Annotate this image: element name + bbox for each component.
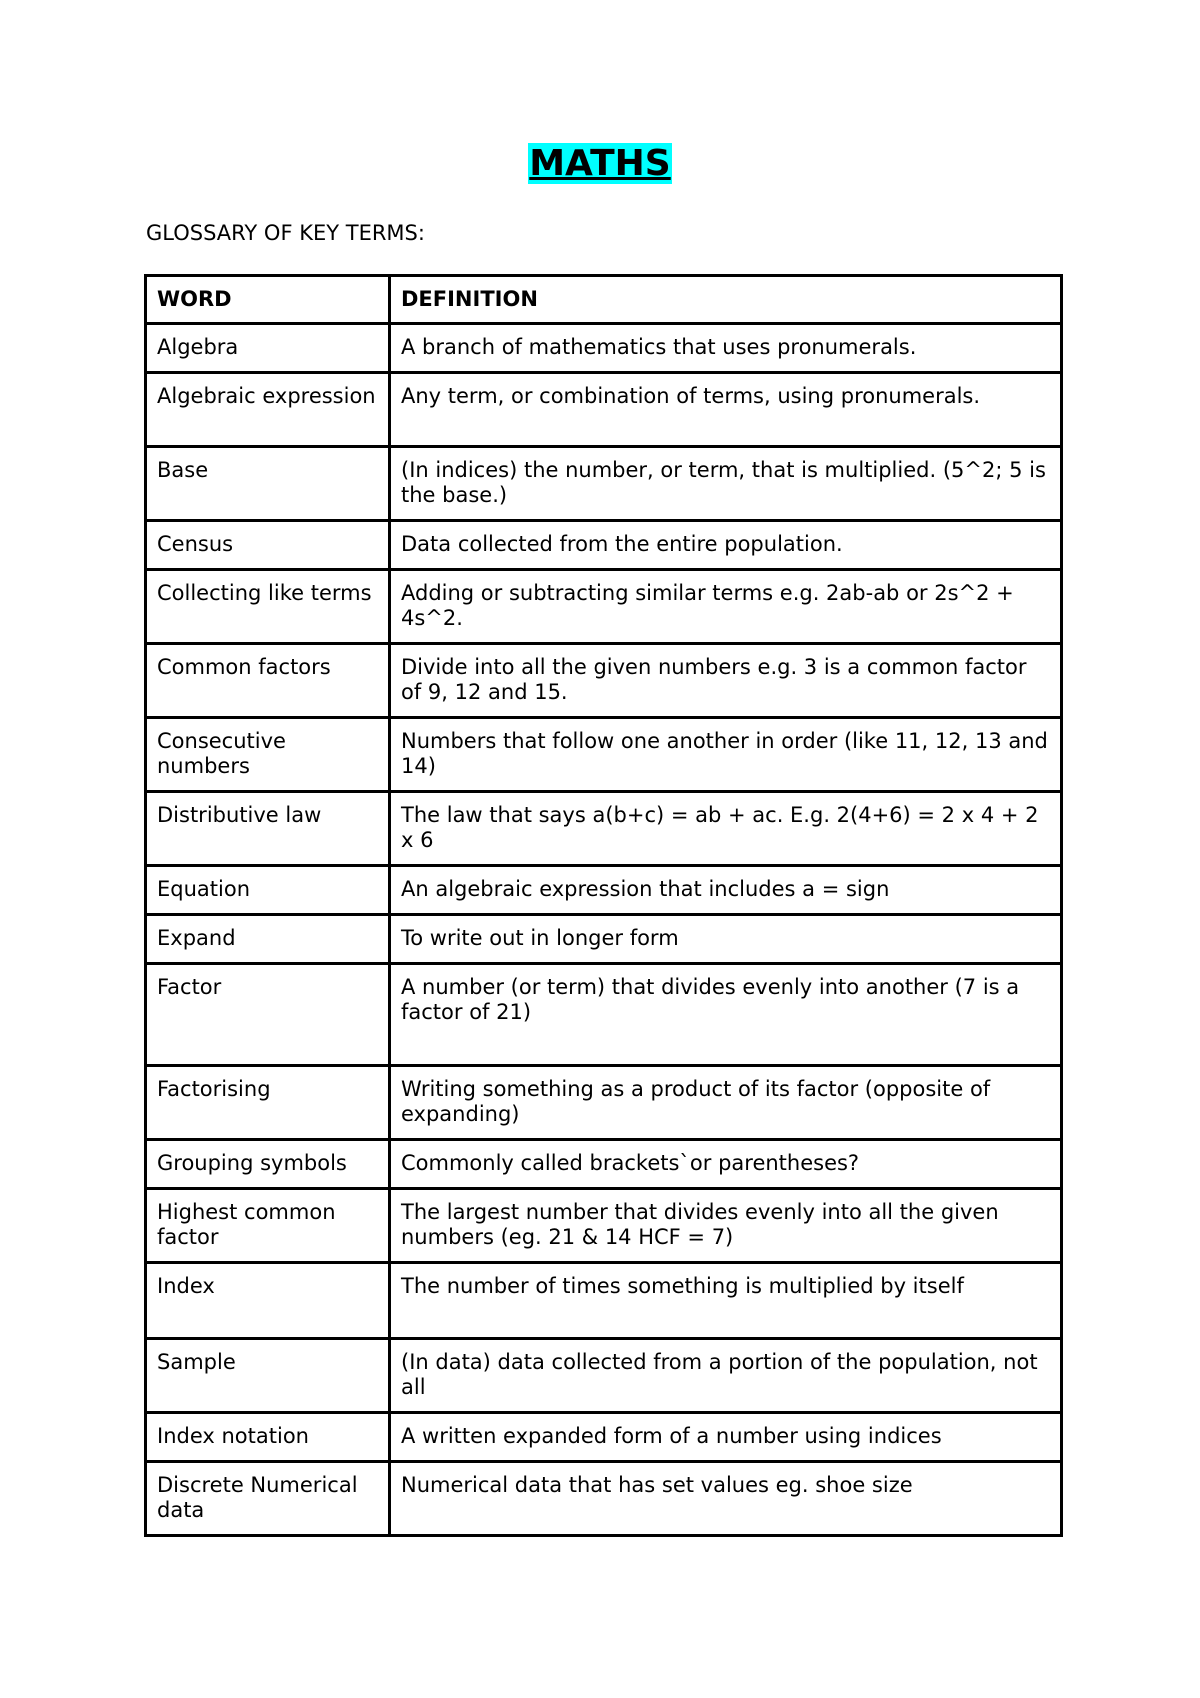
- table-row: [146, 644, 1062, 718]
- table-row: [146, 570, 1062, 644]
- term-cell: Base: [146, 447, 390, 521]
- table-row: [146, 447, 1062, 521]
- table-row: [146, 373, 1062, 447]
- definition-cell: The law that says a(b+c) = ab + ac. E.g. 2(4+6) = 2 x 4 + 2 x 6: [390, 792, 1062, 866]
- term-cell: Distributive law: [146, 792, 390, 866]
- term-cell: Index notation: [146, 1413, 390, 1462]
- term-cell: Collecting like terms: [146, 570, 390, 644]
- table-row: [146, 521, 1062, 570]
- table-row: [146, 1263, 1062, 1339]
- term-cell: Equation: [146, 866, 390, 915]
- table-row: [146, 1189, 1062, 1263]
- definition-cell: Writing something as a product of its factor (opposite of expanding): [390, 1066, 1062, 1140]
- definition-cell: Any term, or combination of terms, using pronumerals.: [390, 373, 1062, 447]
- table-row: [146, 718, 1062, 792]
- table-row: [146, 1462, 1062, 1536]
- term-cell: Index: [146, 1263, 390, 1339]
- definition-cell: Numerical data that has set values eg. shoe size: [390, 1462, 1062, 1536]
- definition-cell: The largest number that divides evenly into all the given numbers (eg. 21 & 14 HCF = 7): [390, 1189, 1062, 1263]
- definition-cell: A number (or term) that divides evenly into another (7 is a factor of 21): [390, 964, 1062, 1066]
- table-row: [146, 1339, 1062, 1413]
- definition-cell: Data collected from the entire population.: [390, 521, 1062, 570]
- definition-cell: An algebraic expression that includes a = sign: [390, 866, 1062, 915]
- glossary-table: [144, 274, 1063, 1537]
- table-row: [146, 964, 1062, 1066]
- definition-cell: Commonly called brackets`or parentheses?: [390, 1140, 1062, 1189]
- term-cell: Grouping symbols: [146, 1140, 390, 1189]
- column-header-word: WORD: [146, 276, 390, 324]
- page-title: [0, 142, 1200, 186]
- definition-cell: Adding or subtracting similar terms e.g. 2ab-ab or 2s^2 + 4s^2.: [390, 570, 1062, 644]
- table-row: [146, 1413, 1062, 1462]
- definition-cell: Numbers that follow one another in order (like 11, 12, 13 and 14): [390, 718, 1062, 792]
- definition-cell: Divide into all the given numbers e.g. 3 is a common factor of 9, 12 and 15.: [390, 644, 1062, 718]
- table-row: [146, 324, 1062, 373]
- term-cell: Highest common factor: [146, 1189, 390, 1263]
- table-row: [146, 866, 1062, 915]
- definition-cell: (In indices) the number, or term, that is multiplied. (5^2; 5 is the base.): [390, 447, 1062, 521]
- term-cell: Factorising: [146, 1066, 390, 1140]
- table-row: [146, 792, 1062, 866]
- term-cell: Algebra: [146, 324, 390, 373]
- definition-cell: The number of times something is multiplied by itself: [390, 1263, 1062, 1339]
- column-header-definition: DEFINITION: [390, 276, 1062, 324]
- term-cell: Discrete Numerical data: [146, 1462, 390, 1536]
- term-cell: Census: [146, 521, 390, 570]
- term-cell: Consecutive numbers: [146, 718, 390, 792]
- term-cell: Algebraic expression: [146, 373, 390, 447]
- table-row: [146, 1140, 1062, 1189]
- term-cell: Factor: [146, 964, 390, 1066]
- definition-cell: (In data) data collected from a portion of the population, not all: [390, 1339, 1062, 1413]
- term-cell: Sample: [146, 1339, 390, 1413]
- table-row: [146, 1066, 1062, 1140]
- table-row: [146, 915, 1062, 964]
- definition-cell: A branch of mathematics that uses pronumerals.: [390, 324, 1062, 373]
- glossary-heading: GLOSSARY OF KEY TERMS:: [146, 221, 425, 245]
- definition-cell: A written expanded form of a number using indices: [390, 1413, 1062, 1462]
- term-cell: Expand: [146, 915, 390, 964]
- table-header-row: [146, 276, 1062, 324]
- definition-cell: To write out in longer form: [390, 915, 1062, 964]
- page-title-text: MATHS: [529, 143, 671, 184]
- term-cell: Common factors: [146, 644, 390, 718]
